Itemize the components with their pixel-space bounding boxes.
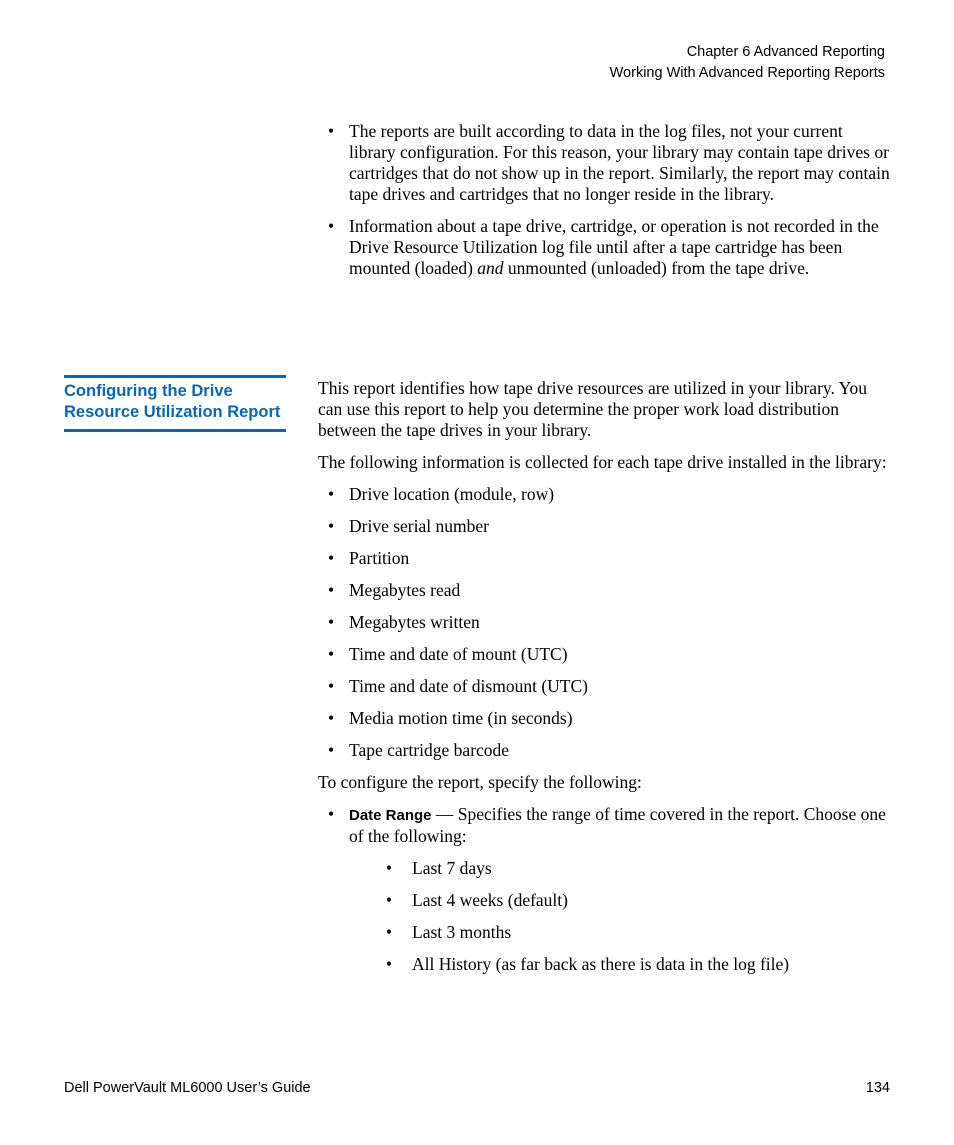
config-item [318, 804, 893, 975]
paragraph: To configure the report, specify the following: [318, 772, 642, 792]
option-item: • Last 3 months [349, 922, 893, 943]
config-term: Date Range [349, 807, 432, 824]
page-footer [64, 1080, 890, 1096]
emphasis-text: and [477, 258, 504, 278]
chapter-title: Chapter 6 Advanced Reporting [686, 44, 885, 60]
list-item: • Time and date of mount (UTC) [318, 644, 893, 665]
option-item: • All History (as far back as there is data in the log file) [349, 954, 893, 975]
intro-bullet-list [318, 121, 893, 290]
list-item: • Tape cartridge barcode [318, 740, 893, 761]
list-item: • Drive location (module, row) [318, 484, 893, 505]
section-heading: Configuring the Drive Resource Utilization Report [64, 375, 286, 432]
main-content [318, 378, 893, 986]
list-item: • Drive serial number [318, 516, 893, 537]
page-header [610, 42, 885, 84]
collected-info-list [318, 484, 893, 761]
list-item: • Megabytes read [318, 580, 893, 601]
list-item: • Media motion time (in seconds) [318, 708, 893, 729]
intro-bullet: • Information about a tape drive, cartridge, or operation is not recorded in the Drive Resource Utilization log file until after a tape cartridge has been mounted (loaded) and unmounted (unloaded) from the tape drive. [318, 216, 893, 279]
document-title: Dell PowerVault ML6000 User’s Guide [64, 1080, 311, 1096]
list-item: • Partition [318, 548, 893, 569]
option-item: • Last 7 days [349, 858, 893, 879]
config-description: — Specifies the range of time covered in the report. Choose one of the following: [349, 804, 886, 846]
list-item: • Time and date of dismount (UTC) [318, 676, 893, 697]
section-title: Working With Advanced Reporting Reports [609, 65, 885, 81]
list-item: • Megabytes written [318, 612, 893, 633]
paragraph: This report identifies how tape drive resources are utilized in your library. You can use this report to help you determine the proper work load distribution between the tape drives in your library. [318, 378, 867, 440]
date-range-options [349, 858, 893, 975]
paragraph: The following information is collected for each tape drive installed in the library: [318, 452, 887, 472]
intro-bullet: • The reports are built according to data in the log files, not your current library configuration. For this reason, your library may contain tape drives or cartridges that do not show up in the report. Similarly, the report may contain tape drives and cartridges that no longer reside in the library. [318, 121, 893, 205]
page-number: 134 [865, 1080, 890, 1096]
config-list [318, 804, 893, 975]
option-item: • Last 4 weeks (default) [349, 890, 893, 911]
